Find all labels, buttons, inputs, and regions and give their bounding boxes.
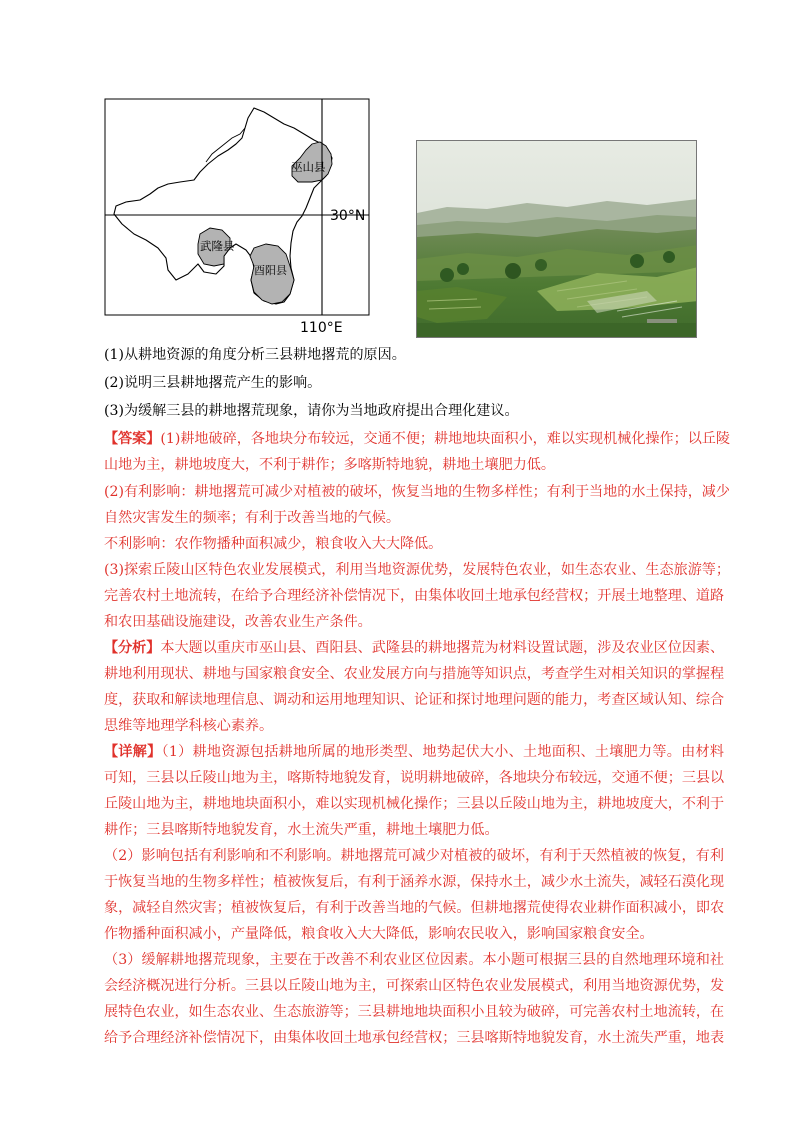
answer-line-7: 完善农村土地流转，在给予合理经济补偿情况下，由集体收回土地承包经营权；开展土地整理、道路 [104,588,725,604]
detail-text-1: （1）耕地资源包括耕地所属的地形类型、地势起伏大小、土地面积、土壤肥力等。由材料 [161,744,724,760]
detail-line-2: 可知，三县以丘陵山地为主，喀斯特地貌发育，说明耕地破碎，各地块分布较远，交通不便；三县以 [104,770,725,786]
answer-line-6: (3)探索丘陵山区特色农业发展模式，利用当地资源优势，发展特色农业，如生态农业、生态旅游等； [104,562,730,578]
question-3: (3)为缓解三县的耕地撂荒现象，请你为当地政府提出合理化建议。 [104,403,519,419]
label-110e: 110°E [300,320,343,336]
label-youyang: 酉阳县 [254,264,287,277]
answer-line-3: (2)有利影响：耕地撂荒可减少对植被的破坏，恢复当地的生物多样性；有利于当地的水土保持，减少 [104,484,730,500]
detail-line-10: 会经济概况进行分析。三县以丘陵山地为主，可探索山区特色农业发展模式，利用当地资源优势，发 [104,978,725,994]
detail-line-6: 于恢复当地的生物多样性；植被恢复后，有利于涵养水源，保持水土，减少水土流失，减轻石漠化现 [104,874,725,890]
detail-line-11: 展特色农业，如生态农业、生态旅游等；三县耕地地块面积小且较为破碎，可完善农村土地流转，在 [104,1004,725,1020]
detail-line-4: 耕作；三县喀斯特地貌发育，水土流失严重，耕地土壤肥力低。 [104,822,499,838]
chongqing-map-figure [104,98,376,338]
answer-line-4: 自然灾害发生的频率；有利于改善当地的气候。 [104,510,400,526]
analysis-line-2: 耕地利用现状、耕地与国家粮食安全、农业发展方向与措施等知识点，考查学生对相关知识的掌握程 [104,666,725,682]
analysis-tag: 【分析】 [104,640,161,656]
detail-line-7: 象，减轻自然灾害；植被恢复后，有利于改善当地的气候。但耕地撂荒使得农业耕作面积减小，即农 [104,900,725,916]
answer-line-1 [104,430,730,449]
answer-line-8: 和农田基础设施建设，改善农业生产条件。 [104,614,372,630]
label-wulong: 武隆县 [200,239,235,253]
question-1: (1)从耕地资源的角度分析三县耕地撂荒的原因。 [104,347,406,363]
detail-line-12: 给予合理经济补偿情况下，由集体收回土地承包经营权；三县喀斯特地貌发育，水土流失严重，地表 [104,1030,725,1046]
analysis-line-1 [104,639,724,658]
detail-line-1 [104,743,724,762]
question-2: (2)说明三县耕地撂荒产生的影响。 [104,375,322,391]
analysis-text-1: 本大题以重庆市巫山县、酉阳县、武隆县的耕地撂荒为材料设置试题，涉及农业区位因素、 [160,640,725,656]
detail-line-9: （3）缓解耕地撂荒现象，主要在于改善不利农业区位因素。本小题可根据三县的自然地理环境和社 [104,952,724,968]
detail-line-3: 丘陵山地为主，耕地地块面积小，难以实现机械化操作；三县以丘陵山地为主，耕地坡度大，不利于 [104,796,725,812]
analysis-line-3: 度，获取和解读地理信息、调动和运用地理知识、论证和探讨地理问题的能力，考查区域认知、综合 [104,692,725,708]
answer-text-1: (1)耕地破碎，各地块分布较远，交通不便；耕地地块面积小，难以实现机械化操作；以丘陵 [160,431,730,447]
label-30n: 30°N [330,208,366,224]
analysis-line-4: 思维等地理学科核心素养。 [104,718,274,734]
detail-line-5: （2）影响包括有利影响和不利影响。耕地撂荒可减少对植被的破坏，有利于天然植被的恢复，有利 [104,848,724,864]
answer-line-2: 山地为主，耕地坡度大，不利于耕作；多喀斯特地貌，耕地土壤肥力低。 [104,457,555,473]
hilly-farmland-photo [416,140,697,338]
detail-tag: 【详解】 [104,744,162,760]
detail-line-8: 作物播种面积减小，产量降低，粮食收入大大降低，影响农民收入，影响国家粮食安全。 [104,926,654,942]
label-wushan: 巫山县 [291,160,326,174]
answer-line-5: 不利影响：农作物播种面积减少，粮食收入大大降低。 [104,536,443,552]
answer-tag: 【答案】 [104,431,161,447]
